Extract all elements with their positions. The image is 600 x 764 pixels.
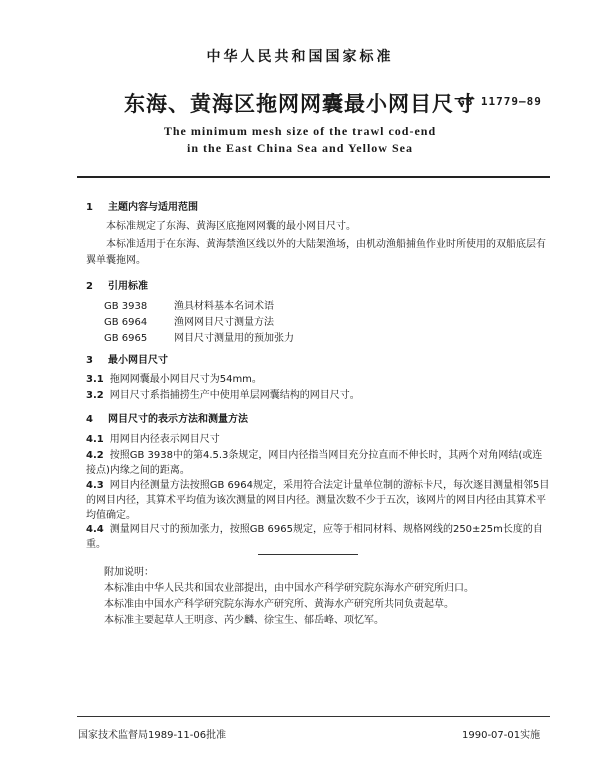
notes-line: 本标准由中华人民共和国农业部提出，由中国水产科学研究院东海水产研究所归口。 <box>104 583 474 594</box>
section-number: 1 <box>86 202 93 213</box>
standard-number: GB 11779—89 <box>458 95 542 108</box>
top-rule <box>77 176 550 178</box>
effective-date: 1990-07-01实施 <box>462 730 541 741</box>
reference-title: 渔具材料基本名词术语 <box>174 301 274 312</box>
clause-number: 3.2 <box>86 390 104 401</box>
clause-number: 3.1 <box>86 374 104 385</box>
approval-date: 国家技术监督局1989-11-06批准 <box>78 730 227 741</box>
section-number: 3 <box>86 355 93 366</box>
clause-text: 测量网目尺寸的预加张力，按照GB 6965规定，应等于相同材料、规格网线的250±25m长度的自重。 <box>86 524 543 550</box>
reference-title: 渔网网目尺寸测量方法 <box>174 317 274 328</box>
reference-item <box>104 297 274 312</box>
reference-code: GB 6964 <box>104 317 148 328</box>
footer-rule <box>77 716 550 717</box>
clause-text: 用网目内径表示网目尺寸 <box>109 434 220 445</box>
clause-number: 4.4 <box>86 524 104 535</box>
notes-heading: 附加说明： <box>104 567 154 578</box>
section-heading-4 <box>86 410 248 425</box>
section-heading-2 <box>86 277 148 292</box>
section-title: 引用标准 <box>108 281 148 292</box>
section-heading-1 <box>86 198 198 213</box>
reference-code: GB 6965 <box>104 333 148 344</box>
clause-3-1 <box>86 372 550 387</box>
reference-title: 网目尺寸测量用的预加张力 <box>174 333 294 344</box>
section-number: 4 <box>86 414 93 425</box>
section-title: 主题内容与适用范围 <box>108 202 198 213</box>
clause-text: 网目内径测量方法按照GB 6964规定，采用符合法定计量单位制的游标卡尺，每次逐目测量相邻5目的网目内径，其算术平均值为该次测量的网目内径。测量次数不少于五次，该网片的网目内径由其算术平均值确定。 <box>86 480 550 521</box>
document-title-cn: 东海、黄海区拖网网囊最小网目尺寸 <box>124 92 476 116</box>
clause-4-2 <box>86 448 550 478</box>
section1-paragraph-1: 本标准规定了东海、黄海区底拖网网囊的最小网目尺寸。 <box>106 221 356 232</box>
clause-4-1 <box>86 432 550 447</box>
clause-text: 按照GB 3938中的第4.5.3条规定，网目内径指当网目充分拉直而不伸长时，其两个对角网结(或连接点)内缘之间的距离。 <box>86 450 543 476</box>
section1-paragraph-2: 本标准适用于在东海、黄海禁渔区线以外的大陆架渔场，由机动渔船捕鱼作业时所使用的双船底层有翼单囊拖网。 <box>86 239 546 266</box>
section-heading-3 <box>86 351 168 366</box>
clause-3-2 <box>86 388 550 403</box>
clause-4-4 <box>86 522 550 552</box>
section-number: 2 <box>86 281 93 292</box>
section-title: 最小网目尺寸 <box>108 355 168 366</box>
clause-number: 4.1 <box>86 434 104 445</box>
clause-4-3 <box>86 478 550 523</box>
clause-text: 网目尺寸系指捕捞生产中使用单层网囊结构的网目尺寸。 <box>109 390 360 401</box>
document-title-en-line2: in the East China Sea and Yellow Sea <box>187 141 413 155</box>
reference-item <box>104 329 294 344</box>
section-title: 网目尺寸的表示方法和测量方法 <box>108 414 248 425</box>
document-title-en-line1: The minimum mesh size of the trawl cod-end <box>163 124 437 138</box>
clause-text: 拖网网囊最小网目尺寸为54mm。 <box>109 374 262 385</box>
standard-body-header: 中华人民共和国国家标准 <box>206 49 394 65</box>
reference-code: GB 3938 <box>104 301 148 312</box>
notes-line: 本标准主要起草人王明彦、芮少麟、徐宝生、郁岳峰、项忆军。 <box>104 615 384 626</box>
clause-number: 4.3 <box>86 480 104 491</box>
notes-divider <box>258 554 358 555</box>
reference-item <box>104 313 274 328</box>
clause-number: 4.2 <box>86 450 104 461</box>
notes-line: 本标准由中国水产科学研究院东海水产研究所、黄海水产研究所共同负责起草。 <box>104 599 454 610</box>
